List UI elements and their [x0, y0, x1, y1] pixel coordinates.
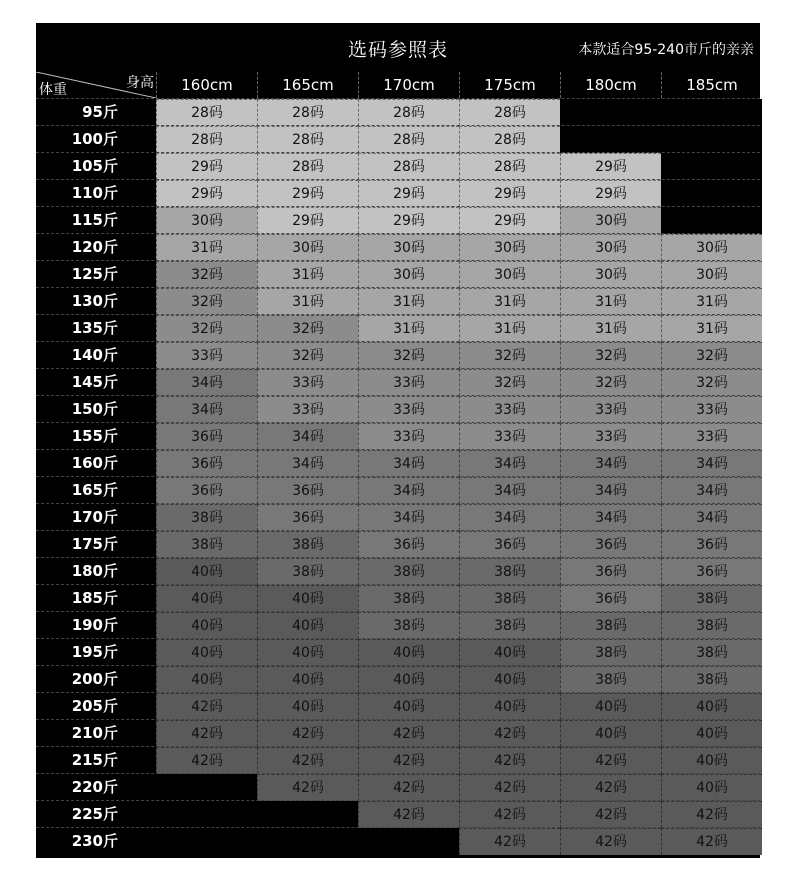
size-cell: 31码 — [459, 315, 560, 342]
size-cell: 38码 — [358, 585, 459, 612]
size-cell: 33码 — [257, 369, 358, 396]
size-cell: 40码 — [358, 693, 459, 720]
size-cell: 38码 — [459, 558, 560, 585]
column-header-170cm: 170cm — [358, 72, 459, 98]
empty-cell — [560, 126, 661, 153]
size-cell: 33码 — [156, 342, 257, 369]
weight-label: 110斤 — [71, 184, 118, 202]
size-cell: 32码 — [156, 315, 257, 342]
column-header-175cm: 175cm — [459, 72, 560, 98]
size-cell: 30码 — [560, 261, 661, 288]
size-cell: 31码 — [257, 288, 358, 315]
weight-label: 180斤 — [71, 562, 118, 580]
size-cell: 29码 — [358, 180, 459, 207]
size-cell: 28码 — [459, 99, 560, 126]
table-row — [36, 233, 760, 260]
size-cell: 38码 — [661, 666, 762, 693]
weight-label: 190斤 — [71, 616, 118, 634]
size-cell: 38码 — [459, 612, 560, 639]
weight-label: 95斤 — [82, 103, 118, 121]
size-cell: 34码 — [358, 477, 459, 504]
size-cell: 40码 — [459, 693, 560, 720]
table-row — [36, 125, 760, 152]
weight-label: 100斤 — [71, 130, 118, 148]
size-cell: 33码 — [459, 396, 560, 423]
size-cell: 42码 — [560, 828, 661, 855]
weight-label: 185斤 — [71, 589, 118, 607]
size-cell: 28码 — [156, 99, 257, 126]
size-cell: 42码 — [358, 774, 459, 801]
size-cell: 28码 — [257, 153, 358, 180]
weight-label: 215斤 — [71, 751, 118, 769]
size-cell: 34码 — [459, 477, 560, 504]
size-cell: 28码 — [358, 153, 459, 180]
size-cell: 29码 — [560, 153, 661, 180]
size-cell: 36码 — [661, 558, 762, 585]
weight-label: 155斤 — [71, 427, 118, 445]
table-row — [36, 152, 760, 179]
weight-label: 175斤 — [71, 535, 118, 553]
size-cell: 42码 — [459, 774, 560, 801]
size-cell: 30码 — [358, 261, 459, 288]
table-row — [36, 476, 760, 503]
table-row — [36, 719, 760, 746]
size-cell: 33码 — [661, 423, 762, 450]
size-cell: 30码 — [661, 234, 762, 261]
size-cell: 33码 — [459, 423, 560, 450]
table-row — [36, 557, 760, 584]
size-cell: 34码 — [661, 504, 762, 531]
size-cell: 33码 — [560, 423, 661, 450]
size-cell: 32码 — [661, 369, 762, 396]
weight-label: 115斤 — [71, 211, 118, 229]
size-cell: 36码 — [156, 423, 257, 450]
size-cell: 40码 — [560, 693, 661, 720]
size-cell: 42码 — [257, 720, 358, 747]
empty-cell — [661, 99, 762, 126]
size-cell: 42码 — [156, 693, 257, 720]
size-cell: 28码 — [459, 153, 560, 180]
size-cell: 29码 — [358, 207, 459, 234]
size-cell: 36码 — [257, 504, 358, 531]
weight-label: 130斤 — [71, 292, 118, 310]
size-cell: 38码 — [560, 612, 661, 639]
size-cell: 40码 — [257, 666, 358, 693]
weight-label: 200斤 — [71, 670, 118, 688]
size-cell: 33码 — [358, 396, 459, 423]
size-cell: 33码 — [358, 369, 459, 396]
size-cell: 32码 — [560, 369, 661, 396]
empty-cell — [156, 774, 257, 801]
weight-axis-label: 体重 — [39, 82, 67, 98]
table-row — [36, 638, 760, 665]
size-cell: 31码 — [661, 315, 762, 342]
size-cell: 42码 — [358, 720, 459, 747]
size-cell: 30码 — [459, 261, 560, 288]
empty-cell — [661, 207, 762, 234]
weight-label: 230斤 — [71, 832, 118, 850]
size-cell: 33码 — [358, 423, 459, 450]
size-cell: 38码 — [661, 612, 762, 639]
size-cell: 32码 — [257, 315, 358, 342]
chart-title: 选码参照表 — [347, 39, 448, 61]
size-cell: 34码 — [156, 396, 257, 423]
size-cell: 34码 — [560, 450, 661, 477]
size-cell: 34码 — [661, 477, 762, 504]
weight-label: 160斤 — [71, 454, 118, 472]
size-cell: 38码 — [257, 531, 358, 558]
size-cell: 28码 — [257, 126, 358, 153]
table-row — [36, 260, 760, 287]
table-row — [36, 368, 760, 395]
size-cell: 33码 — [257, 396, 358, 423]
size-cell: 38码 — [459, 585, 560, 612]
size-cell: 36码 — [156, 450, 257, 477]
size-cell: 34码 — [560, 477, 661, 504]
size-cell: 34码 — [459, 450, 560, 477]
size-cell: 42码 — [459, 747, 560, 774]
empty-cell — [156, 801, 257, 828]
size-cell: 34码 — [560, 504, 661, 531]
size-cell: 36码 — [560, 585, 661, 612]
size-cell: 29码 — [459, 207, 560, 234]
size-cell: 36码 — [560, 558, 661, 585]
size-cell: 31码 — [661, 288, 762, 315]
size-cell: 42码 — [459, 828, 560, 855]
size-cell: 42码 — [156, 747, 257, 774]
size-cell: 40码 — [257, 585, 358, 612]
size-cell: 29码 — [156, 180, 257, 207]
table-row — [36, 422, 760, 449]
size-cell: 36码 — [358, 531, 459, 558]
weight-label: 140斤 — [71, 346, 118, 364]
weight-label: 205斤 — [71, 697, 118, 715]
weight-label: 135斤 — [71, 319, 118, 337]
table-row — [36, 827, 760, 854]
size-cell: 42码 — [560, 774, 661, 801]
size-cell: 40码 — [156, 558, 257, 585]
table-row — [36, 530, 760, 557]
size-cell: 40码 — [459, 639, 560, 666]
size-cell: 34码 — [661, 450, 762, 477]
weight-label: 125斤 — [71, 265, 118, 283]
table-row — [36, 341, 760, 368]
empty-cell — [560, 99, 661, 126]
size-cell: 29码 — [257, 207, 358, 234]
size-cell: 38码 — [560, 666, 661, 693]
size-cell: 38码 — [661, 639, 762, 666]
size-cell: 28码 — [156, 126, 257, 153]
table-row — [36, 206, 760, 233]
size-cell: 38码 — [661, 585, 762, 612]
size-cell: 32码 — [358, 342, 459, 369]
size-cell: 42码 — [661, 801, 762, 828]
size-cell: 34码 — [459, 504, 560, 531]
table-row — [36, 287, 760, 314]
size-cell: 36码 — [156, 477, 257, 504]
header-corner — [36, 72, 156, 98]
weight-label: 150斤 — [71, 400, 118, 418]
size-cell: 40码 — [156, 585, 257, 612]
size-cell: 40码 — [257, 612, 358, 639]
weight-label: 165斤 — [71, 481, 118, 499]
table-row — [36, 395, 760, 422]
table-row — [36, 584, 760, 611]
column-header-180cm: 180cm — [560, 72, 661, 98]
size-cell: 32码 — [257, 342, 358, 369]
size-cell: 31码 — [156, 234, 257, 261]
size-cell: 42码 — [560, 747, 661, 774]
size-cell: 32码 — [459, 369, 560, 396]
size-cell: 34码 — [156, 369, 257, 396]
table-row — [36, 449, 760, 476]
weight-range-note: 本款适合95-240市斤的亲亲 — [578, 42, 754, 58]
size-cell: 40码 — [156, 639, 257, 666]
size-cell: 40码 — [661, 747, 762, 774]
empty-cell — [661, 180, 762, 207]
size-cell: 40码 — [156, 612, 257, 639]
size-cell: 32码 — [459, 342, 560, 369]
size-cell: 32码 — [560, 342, 661, 369]
size-cell: 36码 — [560, 531, 661, 558]
size-cell: 30码 — [358, 234, 459, 261]
weight-label: 120斤 — [71, 238, 118, 256]
size-cell: 30码 — [560, 207, 661, 234]
empty-cell — [661, 153, 762, 180]
table-row — [36, 773, 760, 800]
table-row — [36, 692, 760, 719]
size-cell: 31码 — [257, 261, 358, 288]
table-row — [36, 800, 760, 827]
size-cell: 42码 — [358, 801, 459, 828]
table-row — [36, 98, 760, 125]
size-cell: 32码 — [156, 261, 257, 288]
weight-label: 220斤 — [71, 778, 118, 796]
weight-label: 210斤 — [71, 724, 118, 742]
size-cell: 31码 — [459, 288, 560, 315]
size-chart — [36, 23, 760, 858]
table-row — [36, 611, 760, 638]
size-cell: 31码 — [560, 315, 661, 342]
title-bar — [36, 23, 760, 72]
size-cell: 40码 — [560, 720, 661, 747]
size-cell: 34码 — [257, 423, 358, 450]
weight-label: 170斤 — [71, 508, 118, 526]
empty-cell — [257, 801, 358, 828]
table-row — [36, 665, 760, 692]
size-cell: 40码 — [257, 693, 358, 720]
size-cell: 29码 — [560, 180, 661, 207]
size-cell: 28码 — [358, 99, 459, 126]
size-cell: 29码 — [257, 180, 358, 207]
size-cell: 31码 — [358, 288, 459, 315]
empty-cell — [257, 828, 358, 855]
table-row — [36, 179, 760, 206]
size-cell: 42码 — [459, 801, 560, 828]
size-cell: 36码 — [257, 477, 358, 504]
size-cell: 30码 — [156, 207, 257, 234]
size-cell: 40码 — [358, 666, 459, 693]
size-cell: 40码 — [459, 666, 560, 693]
table-row — [36, 314, 760, 341]
size-cell: 28码 — [459, 126, 560, 153]
size-cell: 28码 — [257, 99, 358, 126]
size-cell: 42码 — [156, 720, 257, 747]
weight-label: 225斤 — [71, 805, 118, 823]
size-cell: 42码 — [257, 774, 358, 801]
column-header-165cm: 165cm — [257, 72, 358, 98]
size-cell: 38码 — [560, 639, 661, 666]
size-cell: 40码 — [358, 639, 459, 666]
size-cell: 42码 — [459, 720, 560, 747]
size-cell: 38码 — [257, 558, 358, 585]
size-cell: 31码 — [560, 288, 661, 315]
size-cell: 42码 — [257, 747, 358, 774]
height-axis-label: 身高 — [126, 75, 154, 91]
size-cell: 34码 — [358, 504, 459, 531]
size-cell: 40码 — [661, 693, 762, 720]
size-cell: 38码 — [358, 612, 459, 639]
size-cell: 40码 — [257, 639, 358, 666]
size-cell: 32码 — [661, 342, 762, 369]
size-cell: 34码 — [257, 450, 358, 477]
size-cell: 31码 — [358, 315, 459, 342]
empty-cell — [661, 126, 762, 153]
size-cell: 38码 — [358, 558, 459, 585]
column-header-185cm: 185cm — [661, 72, 762, 98]
size-cell: 36码 — [459, 531, 560, 558]
weight-label: 105斤 — [71, 157, 118, 175]
column-header-row — [36, 72, 760, 98]
size-cell: 40码 — [661, 720, 762, 747]
size-cell: 29码 — [156, 153, 257, 180]
size-cell: 34码 — [358, 450, 459, 477]
size-cell: 40码 — [661, 774, 762, 801]
table-row — [36, 503, 760, 530]
size-cell: 42码 — [661, 828, 762, 855]
size-cell: 30码 — [661, 261, 762, 288]
size-cell: 32码 — [156, 288, 257, 315]
size-cell: 42码 — [560, 801, 661, 828]
size-cell: 38码 — [156, 531, 257, 558]
size-cell: 38码 — [156, 504, 257, 531]
weight-label: 145斤 — [71, 373, 118, 391]
column-header-160cm: 160cm — [156, 72, 257, 98]
empty-cell — [156, 828, 257, 855]
size-cell: 33码 — [560, 396, 661, 423]
size-cell: 30码 — [257, 234, 358, 261]
size-cell: 33码 — [661, 396, 762, 423]
empty-cell — [358, 828, 459, 855]
size-cell: 36码 — [661, 531, 762, 558]
size-cell: 29码 — [459, 180, 560, 207]
size-cell: 30码 — [459, 234, 560, 261]
size-cell: 40码 — [156, 666, 257, 693]
weight-label: 195斤 — [71, 643, 118, 661]
table-row — [36, 746, 760, 773]
size-cell: 28码 — [358, 126, 459, 153]
size-cell: 30码 — [560, 234, 661, 261]
size-cell: 42码 — [358, 747, 459, 774]
